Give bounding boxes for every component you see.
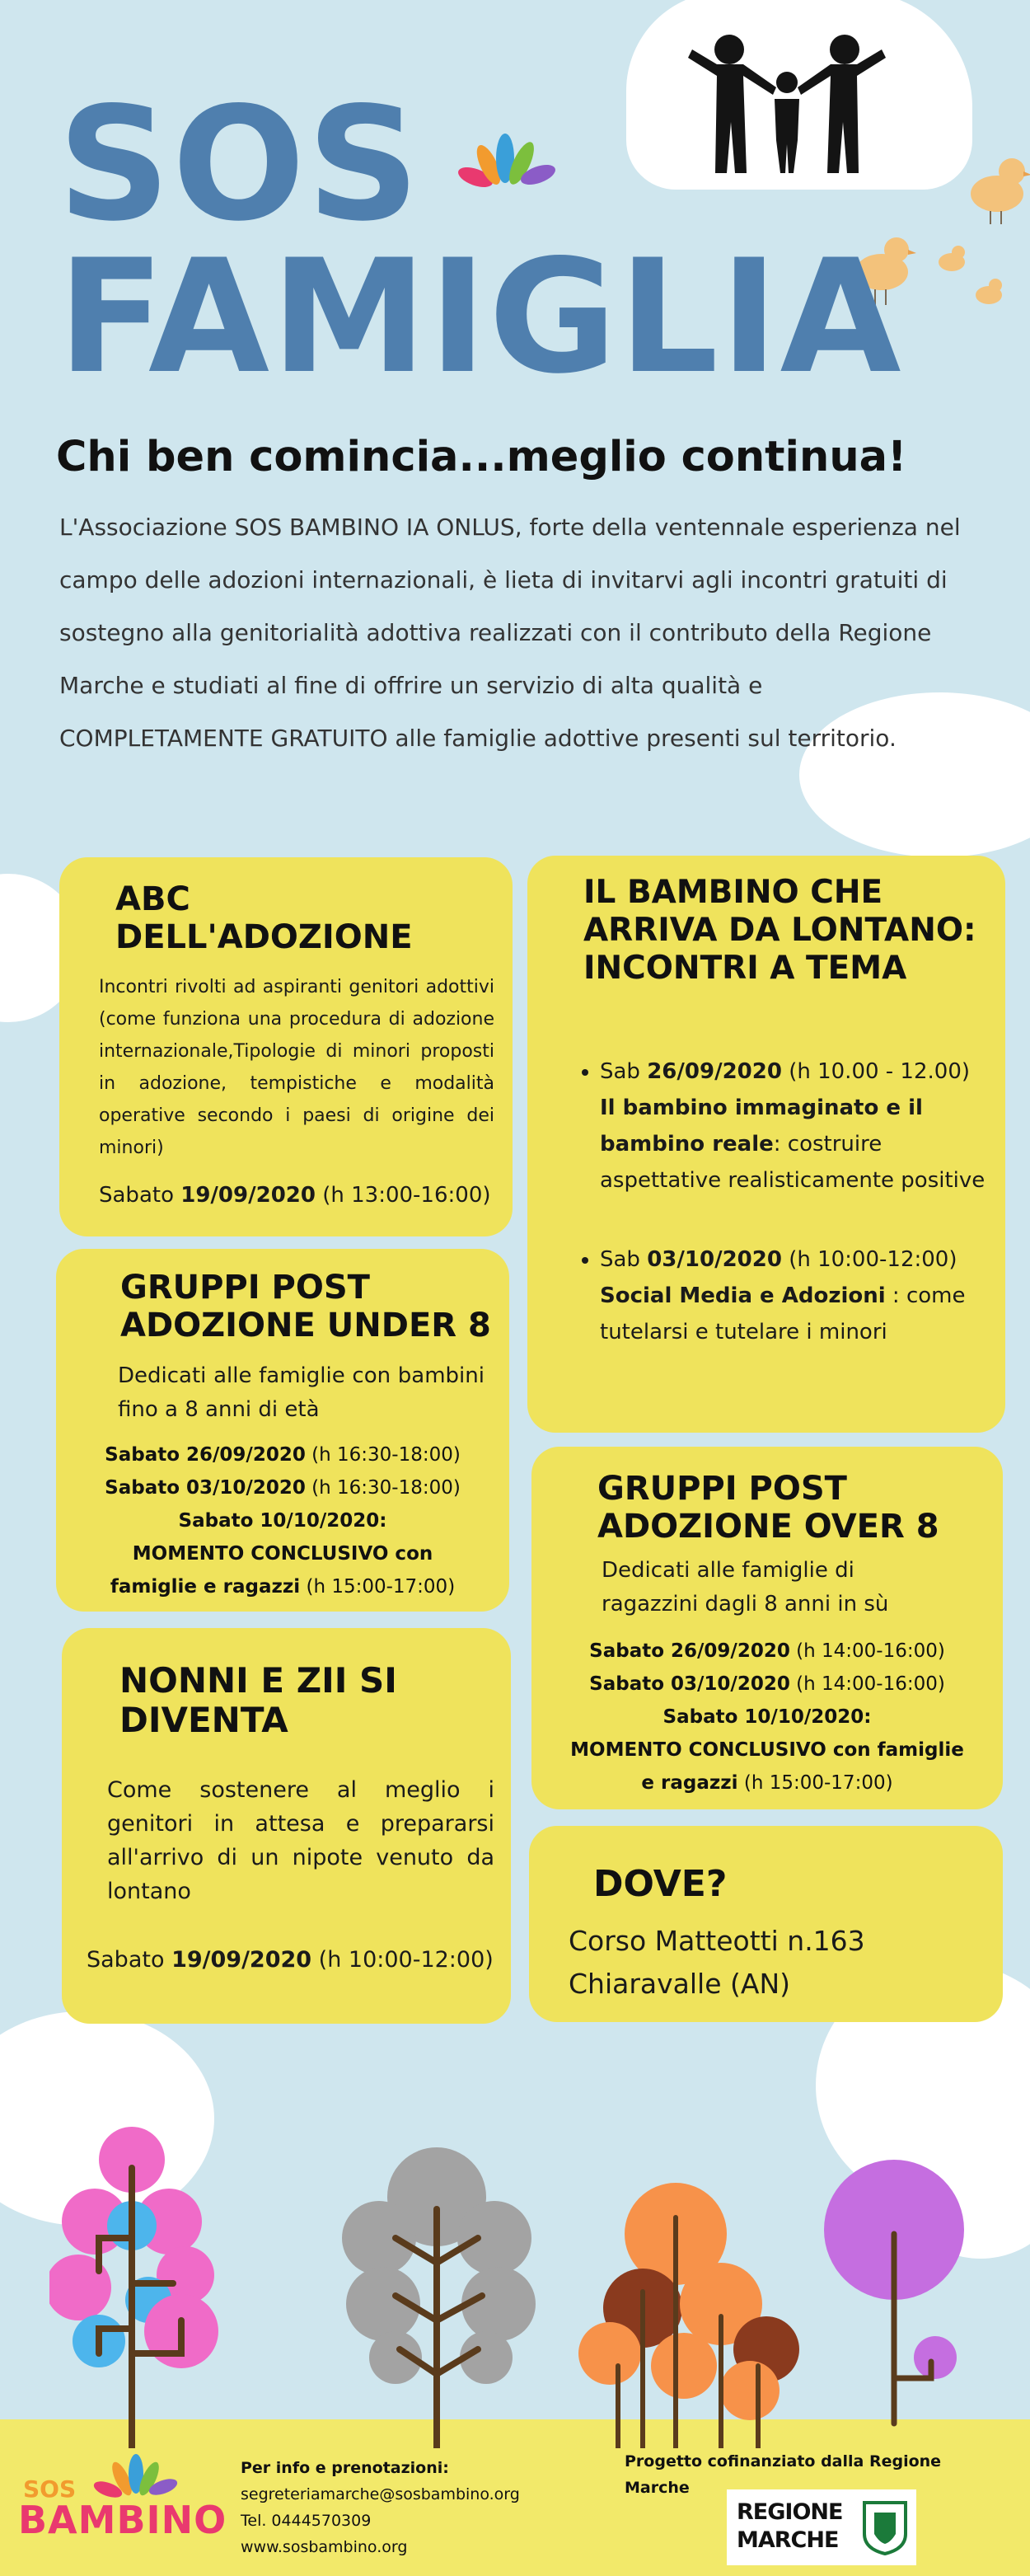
card-over8-text: Dedicati alle famiglie di ragazzini dagli 8 anni in sù <box>602 1558 889 1616</box>
over8-d1: Sabato 26/09/2020 <box>589 1640 790 1662</box>
card-abc-time: (h 13:00-16:00) <box>315 1183 491 1208</box>
under8-t1: (h 16:30-18:00) <box>305 1444 461 1466</box>
card-under8-schedule <box>73 1438 493 1603</box>
grey-tree <box>342 2147 536 2448</box>
under8-d3: Sabato 10/10/2020: <box>178 1510 387 1532</box>
card-over-8 <box>531 1447 1003 1809</box>
logo-bambino-text: BAMBINO <box>18 2498 227 2542</box>
card-over8-title: GRUPPI POST ADOZIONE OVER 8 <box>597 1470 939 1546</box>
card-bambino-item-1 <box>600 1053 1004 1199</box>
over8-d2: Sabato 03/10/2020 <box>589 1673 790 1695</box>
card-bambino-lontano <box>527 856 1005 1433</box>
item-1-desc: : costruire aspettative realisticamente positive <box>600 1132 986 1193</box>
item-2-desc: : come tutelarsi e tutelare i minori <box>600 1283 966 1344</box>
trees-illustration <box>49 2119 981 2448</box>
card-abc-text: Incontri rivolti ad aspiranti genitori adottivi (come funziona una procedura di adozione internazionale,Tipologie di minori proposti in adozione, tempistiche e modalità operative secondo i paesi di origine dei minori) <box>99 977 494 1158</box>
card-under-8 <box>56 1249 509 1612</box>
card-dove-address-2: Chiaravalle (AN) <box>569 1968 791 2000</box>
over8-date-3 <box>548 1701 986 1734</box>
card-dove-address-1: Corso Matteotti n.163 <box>569 1925 865 1957</box>
card-abc-adozione <box>59 857 513 1236</box>
over8-t3: (h 15:00-17:00) <box>737 1772 893 1794</box>
card-dove-title: DOVE? <box>593 1863 728 1905</box>
under8-d2: Sabato 03/10/2020 <box>105 1477 306 1499</box>
card-abc-title: ABC DELL'ADOZIONE <box>115 880 413 956</box>
footer-website[interactable]: www.sosbambino.org <box>241 2538 408 2556</box>
card-bambino-list <box>575 1053 1004 1350</box>
card-nonni-time: (h 10:00-12:00) <box>311 1947 494 1973</box>
sos-bambino-logo <box>15 2452 227 2551</box>
card-abc-date-prefix: Sabato <box>99 1183 181 1208</box>
under8-date-2 <box>73 1471 493 1504</box>
item-2-time: (h 10:00-12:00) <box>781 1247 957 1272</box>
over8-t1: (h 14:00-16:00) <box>789 1640 945 1662</box>
under8-date-3-desc <box>73 1537 493 1603</box>
item-2-topic: Social Media e Adozioni <box>600 1283 886 1308</box>
logo-sos-text: SOS <box>23 2475 77 2503</box>
regione-logo-text-2: MARCHE <box>737 2527 839 2553</box>
card-nonni-title: NONNI E ZII SI DIVENTA <box>119 1660 397 1740</box>
item-1-day: Sab <box>600 1059 648 1084</box>
under8-date-1 <box>73 1438 493 1471</box>
card-dove <box>529 1826 1003 2022</box>
item-1-time: (h 10.00 - 12.00) <box>781 1059 971 1084</box>
under8-date-3 <box>73 1504 493 1537</box>
title-line-2: FAMIGLIA <box>58 226 903 408</box>
card-nonni-text: Come sostenere al meglio i genitori in attesa e prepararsi all'arrivo di un nipote venuto da lontano <box>107 1777 494 1904</box>
leaf-flower-icon <box>457 132 569 198</box>
card-nonni-date-value: 19/09/2020 <box>171 1947 312 1973</box>
purple-tree <box>824 2160 964 2424</box>
over8-date-2 <box>548 1668 986 1701</box>
regione-marche-logo <box>727 2489 916 2565</box>
over8-d3: Sabato 10/10/2020: <box>662 1706 872 1728</box>
card-abc-date <box>99 1179 493 1213</box>
item-2-date: 03/10/2020 <box>647 1247 782 1272</box>
under8-t3: (h 15:00-17:00) <box>300 1576 456 1598</box>
regione-logo-text-1: REGIONE <box>737 2499 843 2525</box>
footer-email[interactable]: segreteriamarche@sosbambino.org <box>241 2485 520 2503</box>
card-bambino-item-2 <box>600 1241 1004 1350</box>
card-nonni-zii <box>62 1628 511 2024</box>
subtitle: Chi ben comincia...meglio continua! <box>56 433 907 481</box>
card-under8-text: Dedicati alle famiglie con bambini fino a 8 anni di età <box>118 1363 485 1422</box>
item-1-topic: Il bambino immaginato e il bambino reale <box>600 1096 923 1157</box>
over8-d3b: MOMENTO CONCLUSIVO con famiglie e ragazzi <box>570 1739 964 1794</box>
footer-info <box>241 2455 587 2560</box>
under8-d3b: MOMENTO CONCLUSIVO con famiglie e ragazzi <box>110 1543 433 1598</box>
card-abc-date-value: 19/09/2020 <box>180 1183 316 1208</box>
under8-d1: Sabato 26/09/2020 <box>105 1444 306 1466</box>
title-line-1: SOS <box>58 73 422 256</box>
under8-t2: (h 16:30-18:00) <box>305 1477 461 1499</box>
item-2-day: Sab <box>600 1247 648 1272</box>
over8-t2: (h 14:00-16:00) <box>789 1673 945 1695</box>
card-nonni-date <box>87 1943 494 1977</box>
over8-date-1 <box>548 1635 986 1668</box>
card-nonni-date-prefix: Sabato <box>87 1947 172 1973</box>
footer-cofinanziato: Progetto cofinanziato dalla Regione Marche <box>625 2452 942 2497</box>
card-bambino-title: IL BAMBINO CHE ARRIVA DA LONTANO: INCONTRI A TEMA <box>583 874 976 987</box>
over8-date-3-desc <box>548 1734 986 1799</box>
pink-tree <box>49 2127 218 2448</box>
intro-paragraph: L'Associazione SOS BAMBINO IA ONLUS, forte della ventennale esperienza nel campo delle adozioni internazionali, è lieta di invitarvi agli incontri gratuiti di sostegno alla genitorialità adottiva realizzati con il contributo della Regione Marche e studiati al fine di offrire un servizio di alta qualità e COMPLETAMENTE GRATUITO alle famiglie adottive presenti sul territorio. <box>59 514 961 752</box>
footer-info-title: Per info e prenotazioni: <box>241 2459 449 2477</box>
item-1-date: 26/09/2020 <box>647 1059 782 1084</box>
orange-tree <box>578 2183 799 2448</box>
regione-shield-icon <box>863 2501 907 2555</box>
card-over8-schedule <box>548 1635 986 1799</box>
footer-phone: Tel. 0444570309 <box>241 2512 372 2530</box>
card-under8-title: GRUPPI POST ADOZIONE UNDER 8 <box>120 1269 491 1344</box>
